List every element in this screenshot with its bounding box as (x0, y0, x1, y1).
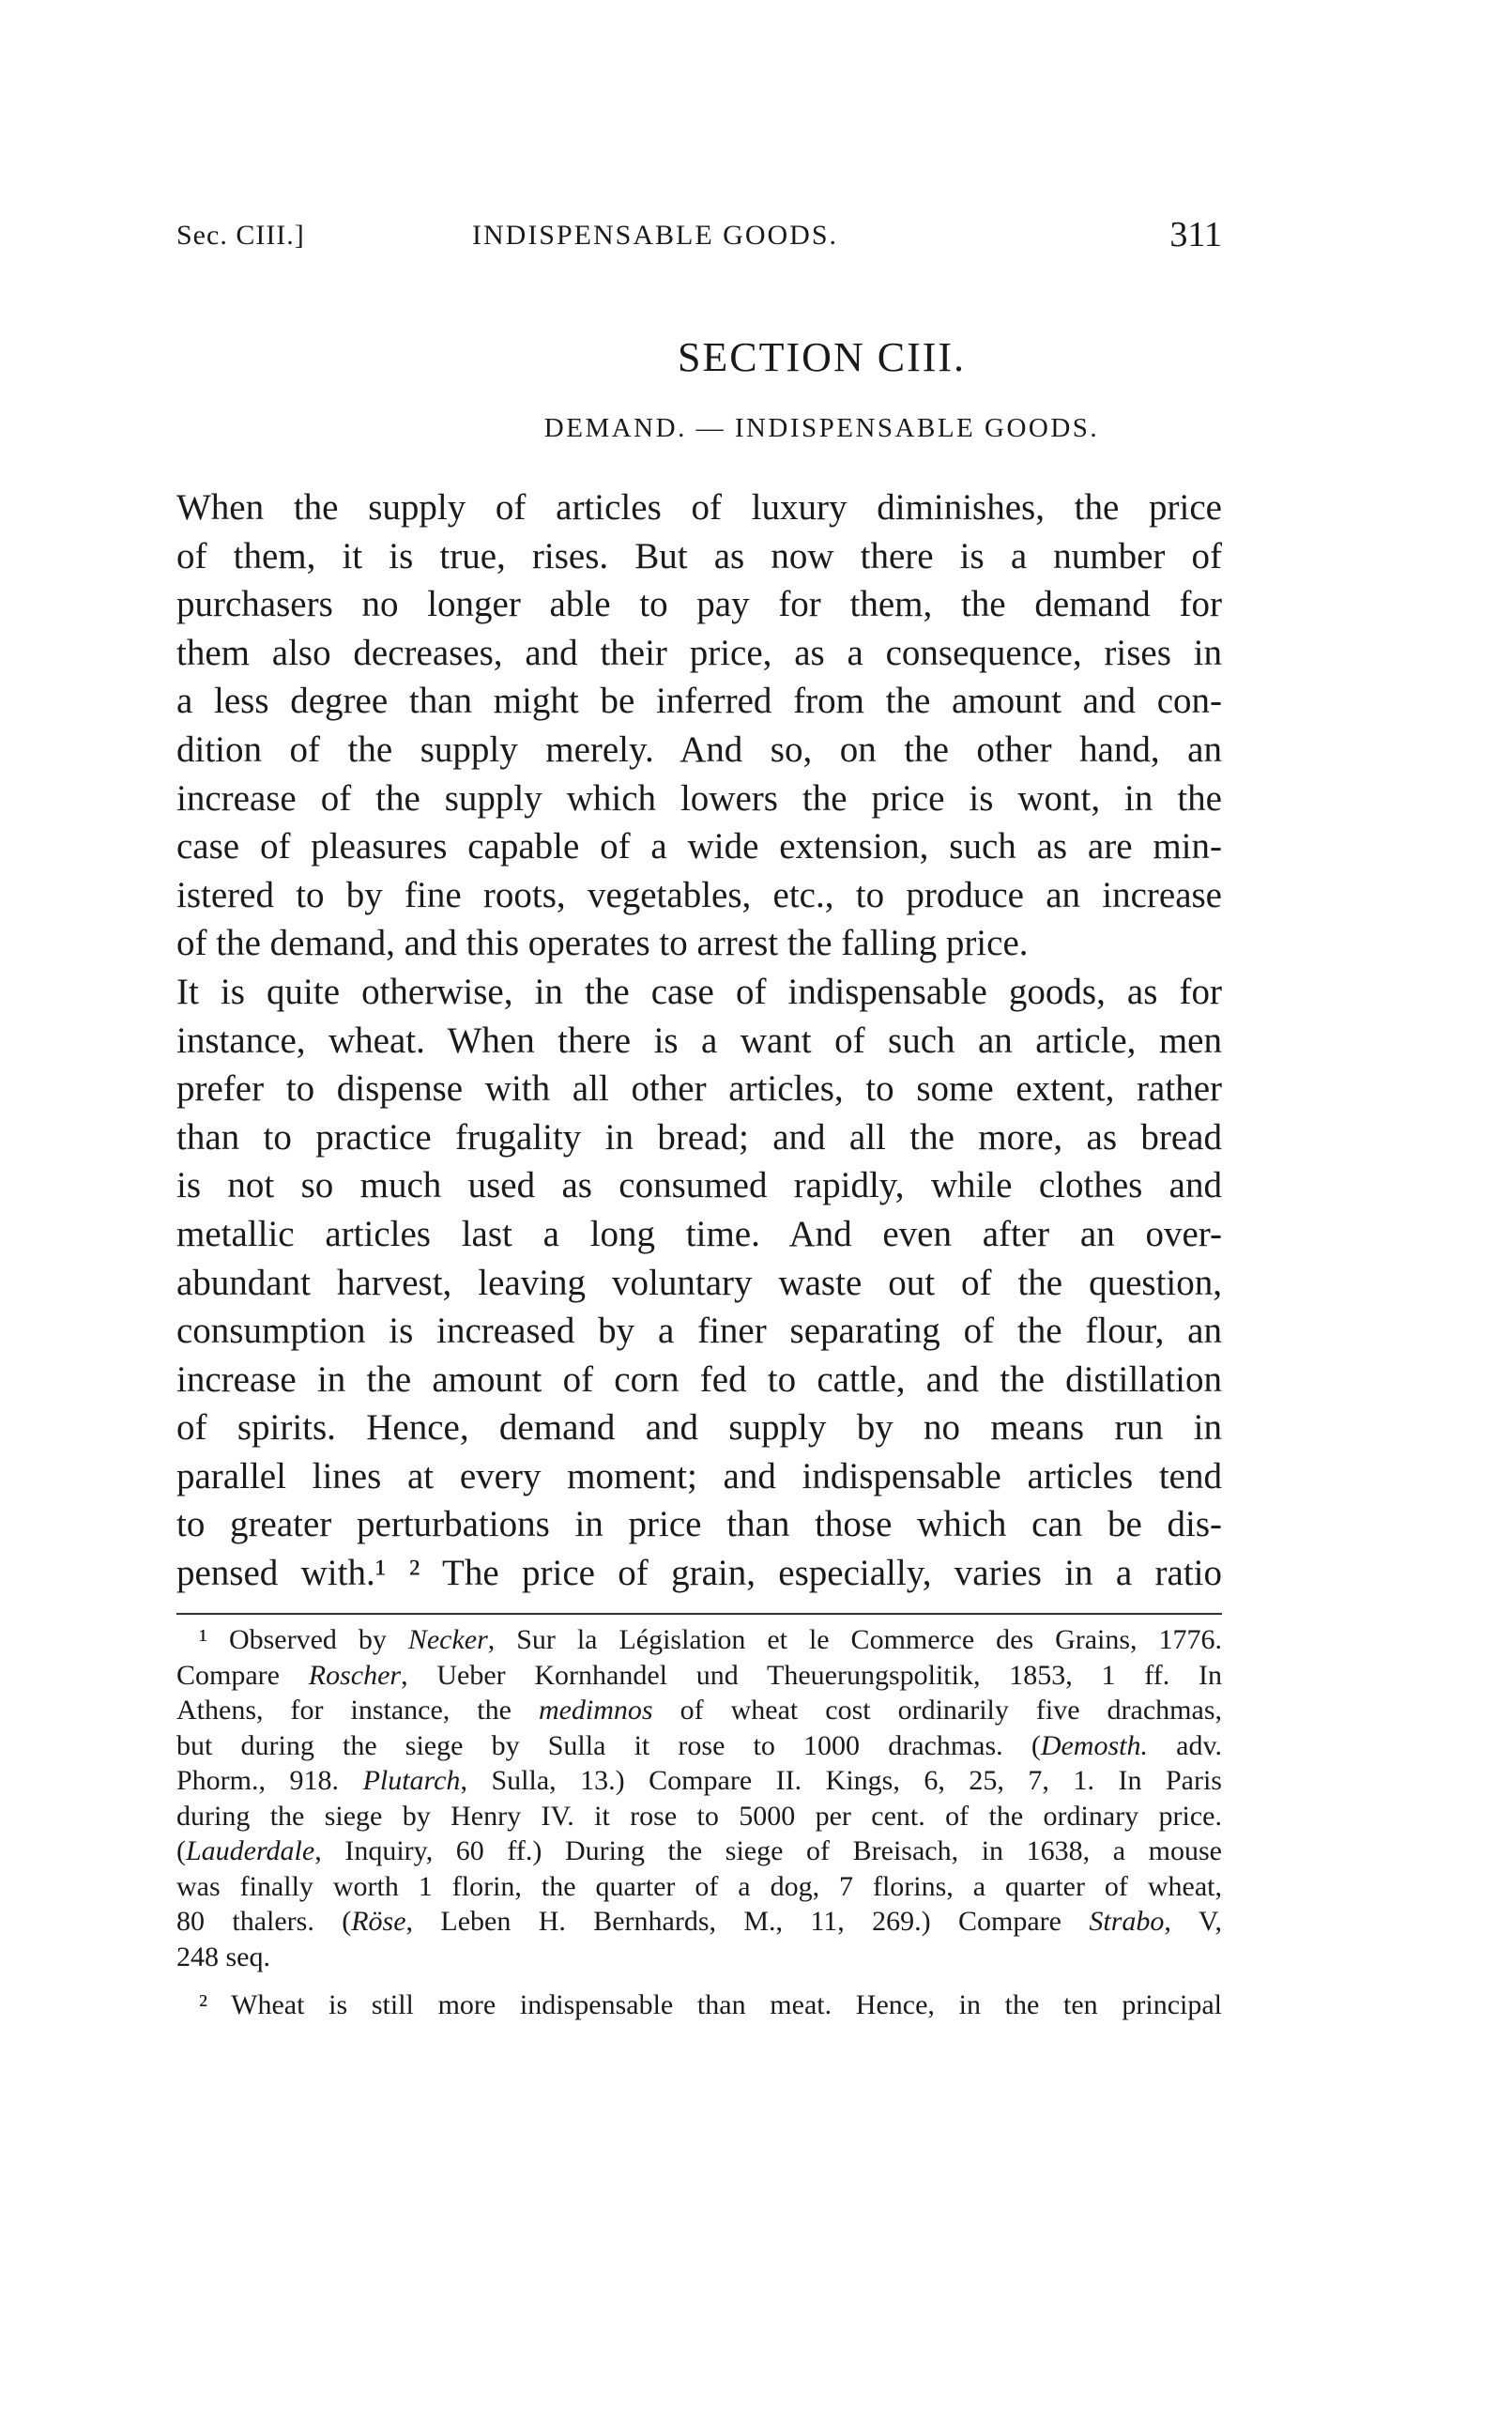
text-line: metallic articles last a long time. And even after an over- (176, 1213, 1222, 1254)
footnote-text: 248 seq. (176, 1941, 270, 1972)
footnote-line (176, 1799, 1222, 1834)
text-line: them also decreases, and their price, as a consequence, rises in (176, 632, 1222, 673)
text-line: is not so much used as consumed rapidly, while clothes and (176, 1165, 1222, 1206)
footnote-line (176, 1869, 1222, 1905)
footnote-text: during the siege by Henry IV. it rose to 5000 per cent. of the ordinary price. (176, 1800, 1222, 1832)
footnote-line (176, 1834, 1222, 1869)
footnote-line (176, 1693, 1222, 1728)
text-line: It is quite otherwise, in the case of indispensable goods, as for (176, 971, 1222, 1012)
italic-citation: Demosth. (1040, 1729, 1148, 1761)
footnote-text: , V, (1164, 1906, 1222, 1937)
text-line: a less degree than might be inferred from the amount and con- (176, 681, 1222, 722)
italic-citation: Necker (407, 1624, 488, 1655)
text-line: increase of the supply which lowers the price is wont, in the (176, 777, 1222, 819)
footnote-text: but during the siege by Sulla it rose to 1000 drachmas. ( (176, 1729, 1041, 1761)
footnote-text: , Ueber Kornhandel und Theuerungspolitik, 1853, 1 ff. In (401, 1659, 1222, 1691)
footnote-line (176, 1904, 1222, 1940)
footnote-text: ¹ Observed by (199, 1624, 408, 1655)
italic-citation: Lauderdale (186, 1835, 315, 1866)
text-line: dition of the supply merely. And so, on the other hand, an (176, 729, 1222, 770)
text-line: purchasers no longer able to pay for them, the demand for (176, 584, 1222, 625)
section-title: SECTION CIII. (677, 334, 967, 380)
footnotes (176, 1622, 1222, 2023)
footnote (176, 1622, 1222, 1974)
text-line: case of pleasures capable of a wide extension, such as are min- (176, 826, 1222, 867)
text-line: to greater perturbations in price than those which can be dis- (176, 1504, 1222, 1545)
text-line: instance, wheat. When there is a want of such an article, men (176, 1020, 1222, 1061)
footnote-text: Athens, for instance, the (176, 1695, 539, 1726)
footnote-text: of wheat cost ordinarily five drachmas, (652, 1695, 1222, 1726)
italic-citation: Roscher (308, 1659, 402, 1691)
footnote-text: adv. (1147, 1729, 1222, 1761)
italic-citation: Plutarch (362, 1765, 461, 1796)
footnote-line (176, 1728, 1222, 1764)
footnote-line (176, 1763, 1222, 1799)
footnote-text: 80 thalers. ( (176, 1906, 352, 1937)
footnote-line (176, 1987, 1222, 2023)
italic-citation: Strabo (1089, 1906, 1165, 1937)
footnote-text: , Sulla, 13.) Compare II. Kings, 6, 25, 7, 1. In Paris (460, 1765, 1222, 1796)
text-line: prefer to dispense with all other articles, to some extent, rather (176, 1068, 1222, 1110)
body-text (176, 483, 1222, 1598)
footnote-line (176, 1658, 1222, 1694)
text-line: pensed with.¹ ² The price of grain, especially, varies in a ratio (176, 1553, 1222, 1594)
running-head (176, 214, 1222, 255)
footnote-text: ² Wheat is still more indispensable than meat. Hence, in the ten principal (199, 1989, 1222, 2020)
text-line: When the supply of articles of luxury diminishes, the price (176, 487, 1222, 528)
text-line: than to practice frugality in bread; and all the more, as bread (176, 1116, 1222, 1158)
text-line: increase in the amount of corn fed to cattle, and the distillation (176, 1358, 1222, 1400)
paragraph (176, 968, 1222, 1598)
footnote-text: was finally worth 1 florin, the quarter of a dog, 7 florins, a quarter of wheat, (176, 1870, 1222, 1902)
footnote-text: , Sur la Législation et le Commerce des Grains, 1776. (487, 1624, 1222, 1655)
footnote-text: Compare (176, 1659, 309, 1691)
footnote-text: ( (176, 1835, 186, 1866)
footnote-line (176, 1940, 1222, 1975)
text-line: consumption is increased by a finer separating of the flour, an (176, 1311, 1222, 1352)
footnote-line (176, 1622, 1222, 1658)
text-line: parallel lines at every moment; and indispensable articles tend (176, 1455, 1222, 1496)
italic-citation: medimnos (538, 1695, 653, 1726)
italic-citation: Röse (351, 1906, 406, 1937)
footnote-divider (176, 1613, 1222, 1615)
running-head-title: INDISPENSABLE GOODS. (472, 220, 839, 251)
text-line: of spirits. Hence, demand and supply by no means run in (176, 1407, 1222, 1449)
paragraph (176, 483, 1222, 968)
text-line: of them, it is true, rises. But as now there is a number of (176, 535, 1222, 576)
text-line: istered to by fine roots, vegetables, etc., to produce an increase (176, 874, 1222, 915)
running-head-section: Sec. CIII.] (176, 220, 305, 251)
text-line: of the demand, and this operates to arrest the falling price. (176, 923, 1029, 964)
footnote-text: , Inquiry, 60 ff.) During the siege of Breisach, in 1638, a mouse (314, 1835, 1222, 1866)
footnote (176, 1987, 1222, 2023)
page-number: 311 (1169, 215, 1222, 254)
section-subtitle: DEMAND. — INDISPENSABLE GOODS. (543, 413, 1100, 443)
footnote-text: Phorm., 918. (176, 1765, 363, 1796)
text-line: abundant harvest, leaving voluntary waste out of the question, (176, 1262, 1222, 1303)
footnote-text: , Leben H. Bernhards, M., 11, 269.) Compare (405, 1906, 1090, 1937)
